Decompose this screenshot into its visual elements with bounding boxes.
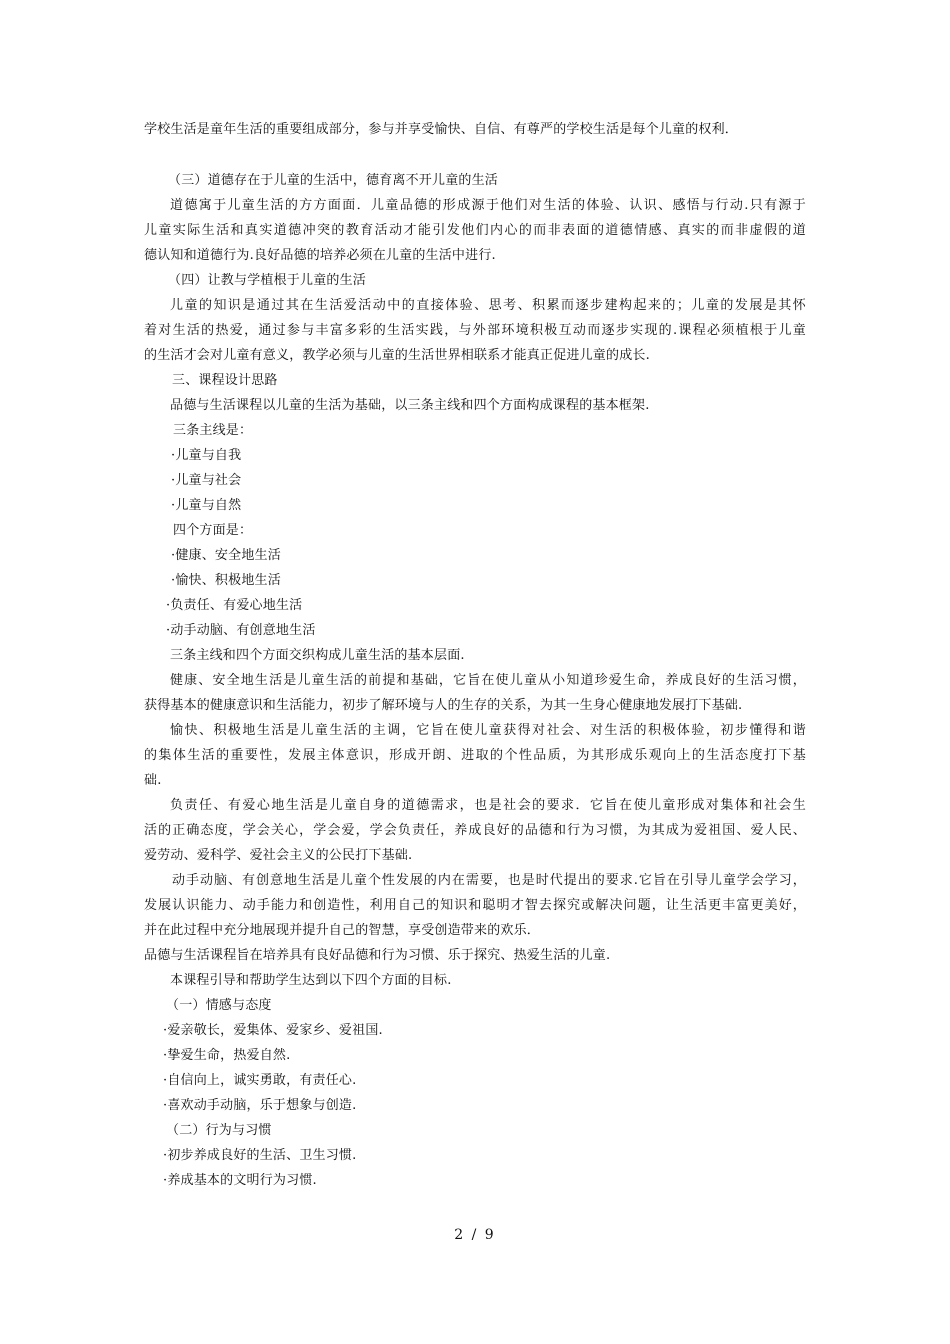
paragraph-line: 爱劳动、爱科学、爱社会主义的公民打下基础.	[144, 848, 413, 863]
list-item: ·儿童与社会	[171, 473, 242, 488]
paragraph-line: 的生活才会对儿童有意义，教学必须与儿童的生活世界相联系才能真正促进儿童的成长.	[144, 348, 650, 363]
paragraph-line: 道德寓于儿童生活的方方面面．儿童品德的形成源于他们对生活的体验、认识、感悟与行动.只有源于	[170, 198, 806, 213]
paragraph-line: 并在此过程中充分地展现并提升自己的智慧，享受创造带来的欢乐．	[144, 923, 541, 938]
list-item: ·儿童与自然	[171, 498, 242, 513]
paragraph-line: 三条主线和四个方面交织构成儿童生活的基本层面.	[170, 648, 465, 663]
paragraph-line: 德认知和道德行为.良好品德的培养必须在儿童的生活中进行.	[144, 248, 496, 263]
list-heading: 三条主线是：	[173, 423, 253, 438]
list-item: ·挚爱生命，热爱自然.	[163, 1048, 291, 1063]
list-item: ·愉快、积极地生活	[171, 573, 281, 588]
paragraph-line: 儿童实际生活和真实道德冲突的教育活动才能引发他们内心的而非表面的道德情感、真实的而非虚假的道	[144, 223, 806, 238]
list-item: ·自信向上，诚实勇敢，有责任心.	[163, 1073, 357, 1088]
list-item: ·儿童与自我	[171, 448, 242, 463]
list-heading: 四个方面是：	[173, 523, 253, 538]
page-number: 2 / 9	[454, 1227, 496, 1243]
paragraph-line: 品德与生活课程旨在培养具有良好品德和行为习惯、乐于探究、热爱生活的儿童.	[144, 948, 611, 963]
section-heading: （三）道德存在于儿童的生活中，德育离不开儿童的生活	[168, 173, 499, 188]
paragraph-line: 发展认识能力、动手能力和创造性，利用自己的知识和聪明才智去探究或解决问题，让生活更丰富更美好，	[144, 898, 806, 913]
list-item: ·动手动脑、有创意地生活	[166, 623, 316, 638]
list-item: ·初步养成良好的生活、卫生习惯.	[163, 1148, 357, 1163]
list-item: ·健康、安全地生活	[171, 548, 281, 563]
paragraph-line: 活的正确态度，学会关心，学会爱，学会负责任，养成良好的品德和行为习惯，为其成为爱祖国、爱人民、	[144, 823, 806, 838]
paragraph-line: 负责任、有爱心地生活是儿童自身的道德需求，也是社会的要求．它旨在使儿童形成对集体和社会生	[170, 798, 806, 813]
section-heading: 三、课程设计思路	[172, 373, 278, 388]
paragraph-line: 品德与生活课程以儿童的生活为基础，以三条主线和四个方面构成课程的基本框架.	[170, 398, 650, 413]
paragraph-line: 获得基本的健康意识和生活能力，初步了解环境与人的生存的关系，为其一生身心健康地发展打下基础.	[144, 698, 743, 713]
paragraph-line: 儿童的知识是通过其在生活爱活动中的直接体验、思考、积累而逐步建构起来的；儿童的发展是其怀	[170, 298, 806, 313]
list-item: ·爱亲敬长，爱集体、爱家乡、爱祖国.	[163, 1023, 383, 1038]
paragraph-line: 础.	[144, 773, 162, 788]
paragraph-line: 动手动脑、有创意地生活是儿童个性发展的内在需要，也是时代提出的要求.它旨在引导儿童学会学习，	[172, 873, 806, 888]
section-heading: （四）让教与学植根于儿童的生活	[168, 273, 367, 288]
paragraph-line: 本课程引导和帮助学生达到以下四个方面的目标.	[170, 973, 452, 988]
paragraph-line: 学校生活是童年生活的重要组成部分，参与并享受愉快、自信、有尊严的学校生活是每个儿童的权利．	[144, 122, 739, 137]
list-item: ·养成基本的文明行为习惯.	[163, 1173, 317, 1188]
paragraph-line: 的集体生活的重要性，发展主体意识，形成开朗、进取的个性品质，为其形成乐观向上的生活态度打下基	[144, 748, 806, 763]
paragraph-line: 健康、安全地生活是儿童生活的前提和基础，它旨在使儿童从小知道珍爱生命，养成良好的生活习惯，	[170, 673, 806, 688]
paragraph-line: 愉快、积极地生活是儿童生活的主调，它旨在使儿童获得对社会、对生活的积极体验，初步懂得和谐	[170, 723, 806, 738]
list-item: ·喜欢动手动脑，乐于想象与创造.	[163, 1098, 357, 1113]
section-heading: （一）情感与态度	[166, 998, 272, 1013]
paragraph-line: 着对生活的热爱，通过参与丰富多彩的生活实践，与外部环境积极互动而逐步实现的.课程必须植根于儿童	[144, 323, 806, 338]
section-heading: （二）行为与习惯	[166, 1123, 272, 1138]
list-item: ·负责任、有爱心地生活	[166, 598, 303, 613]
